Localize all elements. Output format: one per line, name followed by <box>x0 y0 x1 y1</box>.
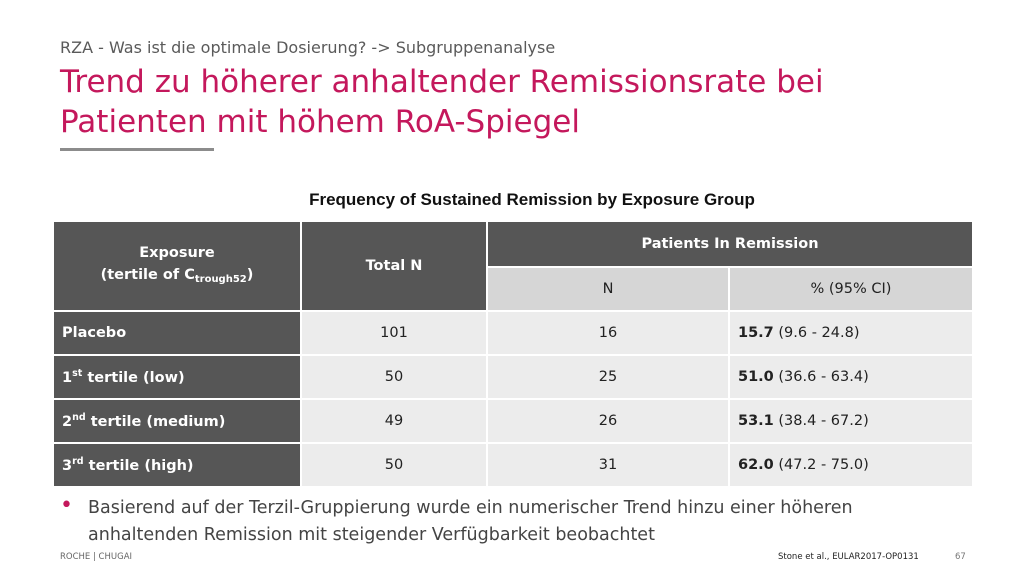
row-label <box>53 311 301 355</box>
footer-company: ROCHE | CHUGAI <box>60 552 133 562</box>
row-label-ordinal: st <box>72 368 83 379</box>
cell-pct-ci <box>729 355 973 399</box>
cell-ci: (9.6 - 24.8) <box>773 325 860 341</box>
row-label-ordinal: nd <box>72 412 86 423</box>
table-row <box>53 355 973 399</box>
cell-total-n: 50 <box>301 443 487 487</box>
page-number: 67 <box>955 552 966 562</box>
cell-pct-ci <box>729 399 973 443</box>
tertile-prefix: (tertile of C <box>100 266 195 283</box>
row-label-number: 2 <box>62 414 73 430</box>
cell-pct: 62.0 <box>738 457 774 473</box>
cell-total-n: 50 <box>301 355 487 399</box>
table-row <box>53 311 973 355</box>
bullet-text: Basierend auf der Terzil-Gruppierung wurde ein numerischer Trend hinzu einer höheren anhaltenden Remission mit steigender Verfügbarkeit beobachtet <box>88 498 853 545</box>
cell-pct: 51.0 <box>738 369 774 385</box>
row-label <box>53 443 301 487</box>
table-row <box>53 443 973 487</box>
bullet-point <box>60 495 940 549</box>
footer-source: Stone et al., EULAR2017-OP0131 <box>778 552 919 562</box>
slide-title-line-1: Trend zu höherer anhaltender Remissionsrate bei <box>60 64 824 100</box>
cell-ci: (47.2 - 75.0) <box>773 457 869 473</box>
slide-subtitle: RZA - Was ist die optimale Dosierung? -> Subgruppenanalyse <box>60 38 556 57</box>
cell-pct: 53.1 <box>738 413 774 429</box>
cell-pct: 15.7 <box>738 325 774 341</box>
table-caption: Frequency of Sustained Remission by Exposure Group <box>309 190 755 209</box>
row-label-text: tertile (high) <box>83 458 194 474</box>
table-row <box>53 399 973 443</box>
slide-title-line-2: Patienten mit höhem RoA-Spiegel <box>60 104 580 140</box>
row-label-text: Placebo <box>62 325 127 341</box>
row-label-ordinal: rd <box>72 456 84 467</box>
tertile-suffix: ) <box>246 266 254 283</box>
row-label-text: tertile (medium) <box>85 414 226 430</box>
row-label-text: tertile (low) <box>82 370 185 386</box>
cell-ci: (36.6 - 63.4) <box>773 369 869 385</box>
bullet-dot-icon: • <box>60 493 73 518</box>
row-label <box>53 355 301 399</box>
title-accent-rule <box>60 148 214 151</box>
cell-n: 16 <box>487 311 729 355</box>
tertile-subscript: trough52 <box>194 273 247 285</box>
subheader-n: N <box>487 267 729 311</box>
header-total-n: Total N <box>301 221 487 311</box>
row-label-number: 3 <box>62 458 73 474</box>
header-patients-in-remission: Patients In Remission <box>487 221 973 267</box>
cell-n: 31 <box>487 443 729 487</box>
remission-table <box>52 220 974 488</box>
cell-total-n: 101 <box>301 311 487 355</box>
header-exposure-label: Exposure <box>139 244 215 261</box>
subheader-pct-ci: % (95% CI) <box>729 267 973 311</box>
row-label-number: 1 <box>62 370 73 386</box>
cell-total-n: 49 <box>301 399 487 443</box>
cell-ci: (38.4 - 67.2) <box>773 413 869 429</box>
cell-pct-ci <box>729 443 973 487</box>
header-exposure <box>53 221 301 311</box>
cell-n: 25 <box>487 355 729 399</box>
header-exposure-tertile <box>62 264 292 291</box>
slide-title <box>60 62 960 142</box>
row-label <box>53 399 301 443</box>
cell-pct-ci <box>729 311 973 355</box>
cell-n: 26 <box>487 399 729 443</box>
